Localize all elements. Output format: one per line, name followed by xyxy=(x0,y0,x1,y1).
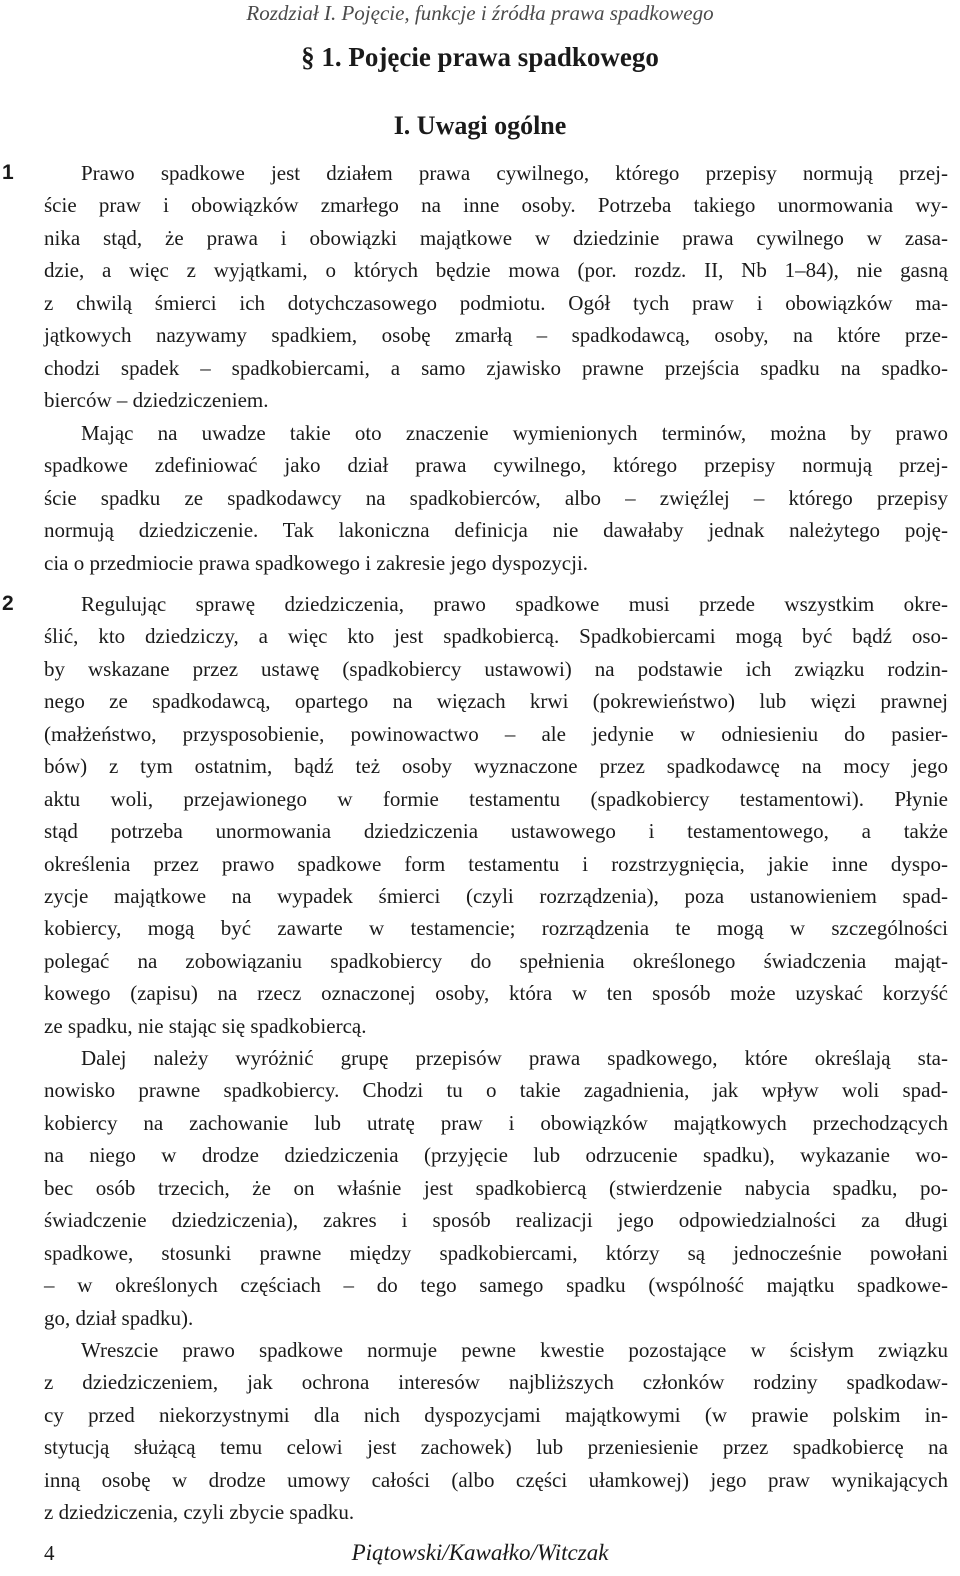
paragraph xyxy=(44,588,948,1042)
text-line: Prawo spadkowe jest działem prawa cywilnego, którego przepisy normują przej- xyxy=(81,161,948,185)
text-line: ze spadku, nie stając się spadkobiercą. xyxy=(44,1013,367,1038)
text-line: bów) z tym ostatnim, bądź też osoby wyznaczone przez spadkodawcę na mocy jego xyxy=(44,754,948,779)
text-line: Wreszcie prawo spadkowe normuje pewne kwestie pozostające w ścisłym związku xyxy=(81,1338,948,1362)
text-line: dzie, a więc z wyjątkami, o których będzie mowa (por. rozdz. II, Nb 1–84), nie gasną xyxy=(44,258,948,283)
text-line: normują dziedziczenie. Tak lakoniczna definicja nie dawałaby jednak należytego poję- xyxy=(44,518,948,543)
paragraph xyxy=(44,1334,948,1529)
text-line: zycje majątkowe na wypadek śmierci (czyli rozrządzenia), poza ustanowieniem spad- xyxy=(44,883,948,908)
text-line: ślić, kto dziedziczy, a więc kto jest spadkobiercą. Spadkobiercami mogą być bądź oso- xyxy=(44,624,948,649)
text-line: świadczenie dziedziczenia), zakres i sposób realizacji jego odpowiedzialności za długi xyxy=(44,1208,948,1233)
text-line: Dalej należy wyróżnić grupę przepisów prawa spadkowego, które określają sta- xyxy=(81,1046,948,1070)
footer-authors: Piątowski/Kawałko/Witczak xyxy=(351,1540,609,1565)
paragraph xyxy=(44,1042,948,1334)
text-line: go, dział spadku). xyxy=(44,1305,194,1330)
margin-number: 2 xyxy=(2,592,14,615)
text-line: by wskazane przez ustawę (spadkobiercy ustawowi) na podstawie ich związku rodzin- xyxy=(44,656,948,681)
text-line: Mając na uwadze takie oto znaczenie wymienionych terminów, można by prawo xyxy=(81,421,948,445)
text-line: spadkowe, stosunki prawne między spadkobiercami, którzy są jednocześnie powołani xyxy=(44,1240,948,1265)
paragraph xyxy=(44,157,948,417)
text-line: chodzi spadek – spadkobiercami, a samo zjawisko prawne przejścia spadku na spadko- xyxy=(44,355,948,380)
running-head: Rozdział I. Pojęcie, funkcje i źródła prawa spadkowego xyxy=(246,1,714,25)
section-title: § 1. Pojęcie prawa spadkowego xyxy=(301,42,659,72)
text-line: bierców – dziedziczeniem. xyxy=(44,388,269,413)
text-line: kobiercy na zachowanie lub utratę praw i obowiązków majątkowych przechodzących xyxy=(44,1110,948,1135)
text-line: nowisko prawne spadkobiercy. Chodzi tu o takie zagadnienia, jak wpływ woli spad- xyxy=(44,1078,948,1103)
margin-number: 1 xyxy=(2,161,14,184)
text-line: kobiercy, mogą być zawarte w testamencie; rozrządzenia te mogą w szczególności xyxy=(44,916,948,941)
text-line: inną osobę w drodze umowy całości (albo części ułamkowej) jego praw wynikających xyxy=(44,1467,948,1492)
text-line: ście praw i obowiązków zmarłego na inne osoby. Potrzeba takiego unormowania wy- xyxy=(44,193,948,218)
text-line: polegać na zobowiązaniu spadkobiercy do spełnienia określonego świadczenia mająt- xyxy=(44,948,948,973)
text-line: Regulując sprawę dziedziczenia, prawo spadkowe musi przede wszystkim okre- xyxy=(81,592,948,616)
text-line: kowego (zapisu) na rzecz oznaczonej osoby, która w ten sposób może uzyskać korzyść xyxy=(44,981,948,1006)
paragraph xyxy=(44,417,948,579)
text-line: cia o przedmiocie prawa spadkowego i zakresie jego dyspozycji. xyxy=(44,550,589,575)
text-line: z dziedziczenia, czyli zbycie spadku. xyxy=(44,1500,355,1525)
text-line: ście spadku ze spadkodawcy na spadkobierców, albo – zwięźlej – którego przepisy xyxy=(44,485,948,510)
text-line: określenia przez prawo spadkowe form testamentu i rozstrzygnięcia, jakie inne dyspo- xyxy=(44,851,948,876)
text-line: z chwilą śmierci ich dotychczasowego podmiotu. Ogół tych praw i obowiązków ma- xyxy=(44,290,948,315)
text-line: bec osób trzecich, że on właśnie jest spadkobiercą (stwierdzenie nabycia spadku, po- xyxy=(44,1175,948,1200)
text-line: – w określonych częściach – do tego samego spadku (wspólność majątku spadkowe- xyxy=(44,1273,948,1298)
subsection-title: I. Uwagi ogólne xyxy=(393,111,567,140)
text-line: na niego w drodze dziedziczenia (przyjęcie lub odrzucenie spadku), wykazanie wo- xyxy=(44,1143,948,1168)
page-number: 4 xyxy=(44,1541,55,1565)
text-line: nego ze spadkodawcą, opartego na więzach krwi (pokrewieństwo) lub więzi prawnej xyxy=(44,689,948,714)
text-line: z dziedziczeniem, jak ochrona interesów najbliższych członków rodziny spadkodaw- xyxy=(44,1370,948,1395)
text-line: stąd potrzeba unormowania dziedziczenia ustawowego i testamentowego, a także xyxy=(44,819,948,844)
text-line: aktu woli, przejawionego w formie testamentu (spadkobiercy testamentowi). Płynie xyxy=(44,786,948,811)
text-line: stytucją służącą temu celowi jest zachowek) lub przeniesienie przez spadkobiercę na xyxy=(44,1435,948,1460)
text-line: nika stąd, że prawa i obowiązki majątkowe w dziedzinie prawa cywilnego w zasa- xyxy=(44,225,948,250)
text-line: spadkowe zdefiniować jako dział prawa cywilnego, którego przepisy normują przej- xyxy=(44,453,948,478)
text-line: (małżeństwo, przysposobienie, powinowactwo – ale jedynie w odniesieniu do pasier- xyxy=(44,721,948,746)
text-line: cy przed niekorzystnymi dla nich dyspozycjami majątkowymi (w prawie polskim in- xyxy=(44,1402,948,1427)
text-line: jątkowych nazywamy spadkiem, osobę zmarłą – spadkodawcą, osoby, na które prze- xyxy=(44,323,948,348)
